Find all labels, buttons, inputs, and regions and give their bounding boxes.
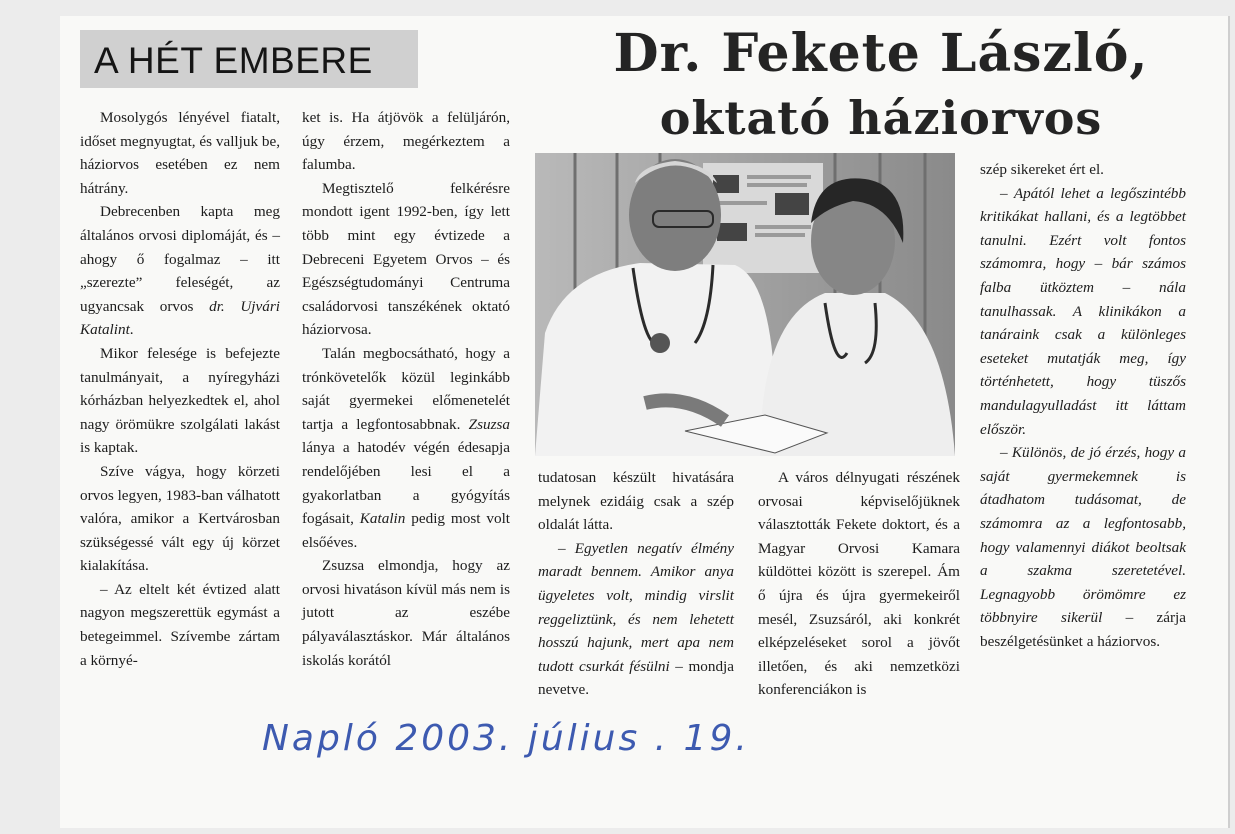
text-run: Talán megbocsátható, hogy a trónkövetelők közül leginkább saját gyermekei előmenetelét tartja a legfontosabbnak. [302, 344, 510, 433]
headline-line-1: Dr. Fekete László, [613, 23, 1149, 84]
text-run: Megtisztelő felkérésre mondott igent 1992-ben, így lett több mint egy évtizede a Debreceni Egyetem Orvos – és Egészségtudományi Centruma családorvosi tanszékének oktató háziorvosa. [302, 179, 510, 339]
text-run: lánya a hatodév végén édesapja rendelőjében lesi el a gyakorlatban a gyógyítás fogásait, [302, 439, 510, 528]
article-column-4 [758, 466, 960, 702]
article-column-3 [538, 466, 734, 702]
article-paragraph [302, 554, 510, 672]
photo-illustration [535, 153, 955, 456]
text-run: – [1000, 444, 1012, 462]
handwritten-note: Napló 2003. július . 19. [262, 718, 750, 759]
article-column-5 [980, 158, 1186, 653]
text-run: Zsuzsa elmondja, hogy az orvosi hivatáson kívül más nem is jutott az eszébe pályaválasztáskor. Már általános iskolás korától [302, 557, 510, 669]
article-photo [535, 153, 955, 456]
article-paragraph [302, 177, 510, 342]
text-run: – zárja beszélgetésünket a háziorvos. [980, 609, 1187, 650]
article-paragraph [302, 342, 510, 554]
text-run: pedig most volt elsőéves. [302, 510, 511, 551]
italic-text: Különös, de jó érzés, hogy a saját gyermekemnek is átadhatom tudásomat, de számomra az a legfontosabb, hogy valamennyi diákot beoltsak a szakma szeretetével. Legnagyobb örömömre ez többnyire sikerül [980, 444, 1186, 627]
article-paragraph [538, 466, 734, 537]
article-paragraph [302, 106, 510, 177]
article-paragraph [980, 158, 1186, 182]
article-paragraph [980, 441, 1186, 653]
text-run: Szíve vágya, hogy körzeti orvos legyen, 1983-ban válhatott valóra, amikor a Kertvárosban szükségessé vált egy új körzet kialakítása. [80, 462, 280, 575]
article-paragraph [980, 182, 1186, 442]
article-paragraph [80, 578, 280, 672]
text-run: – [1000, 184, 1014, 202]
italic-text: Katalin [359, 510, 406, 528]
article-paragraph [80, 106, 280, 200]
headline-line-2: oktató háziorvos [659, 91, 1103, 145]
text-run: – Az eltelt két évtized alatt nagyon megszerettük egymást a betegeimmel. Szívembe zártam a környé- [80, 580, 280, 669]
text-run: – [558, 539, 575, 557]
article-column-2 [302, 106, 510, 672]
italic-text: Zsuzsa [468, 415, 510, 433]
article-paragraph [80, 342, 280, 460]
article-headline [560, 22, 1202, 150]
page-edge-shadow [1228, 16, 1230, 828]
article-paragraph [538, 537, 734, 702]
italic-text: dr. Ujvári Katalint [80, 297, 280, 339]
text-run: szép sikereket ért el. [980, 161, 1104, 178]
article-paragraph [80, 200, 280, 342]
text-run: Mosolygós lényével fiatalt, időset megnyugtat, és valljuk be, háziorvos esetében ez nem hátrány. [80, 109, 280, 197]
text-run: A város délnyugati részének orvosai képviselőjüknek választották Fekete doktort, és a Magyar Orvosi Kamara küldöttei között is szerepel. Ám ő újra és újra gyermekeiről mesél, Zsuzsáról, aki konkrét elképzeléseket sorol a jövőt illetően, és aki nemzetközi konferenciákon is [758, 469, 960, 699]
section-kicker: A HÉT EMBERE [94, 40, 373, 81]
text-run: Mikor felesége is befejezte tanulmányait, a nyíregyházi kórházban helyezkedtek el, ahol nagy örömükre szolgálati lakást is kaptak. [80, 344, 280, 457]
text-run: . [129, 321, 134, 339]
article-paragraph [80, 460, 280, 578]
article-paragraph [758, 466, 960, 702]
text-run: – mondja nevetve. [538, 657, 734, 699]
text-run: Debrecenben kapta meg általános orvosi diplomáját, és – ahogy ő fogalmaz – itt „szerezte” feleségét, az ugyancsak orvos [80, 203, 280, 315]
section-kicker-box [80, 30, 418, 88]
text-run: ket is. Ha átjövök a felüljárón, úgy érzem, megérkeztem a falumba. [302, 109, 510, 174]
text-run: tudatosan készült hivatására melynek ezidáig csak a szép oldalát látta. [538, 469, 734, 534]
italic-text: Egyetlen negatív élmény maradt bennem. Amikor anya ügyeletes volt, mindig virslit reggeliztünk, és nem lehetett hosszú hajunk, mert apa nem tudott csurkát fésülni [538, 539, 734, 675]
article-column-1 [80, 106, 280, 672]
italic-text: Apától lehet a legőszintébb kritikákat hallani, és a legtöbbet tanulni. Ezért volt fontos számomra, hogy – bár számos falba ütköztem – nála tanulhassak. A klinikákon a tanáraink csak a különleges eseteket mutatják meg, így történhetett, hogy tüszős mandulagyulladást itt láttam először. [980, 184, 1186, 438]
